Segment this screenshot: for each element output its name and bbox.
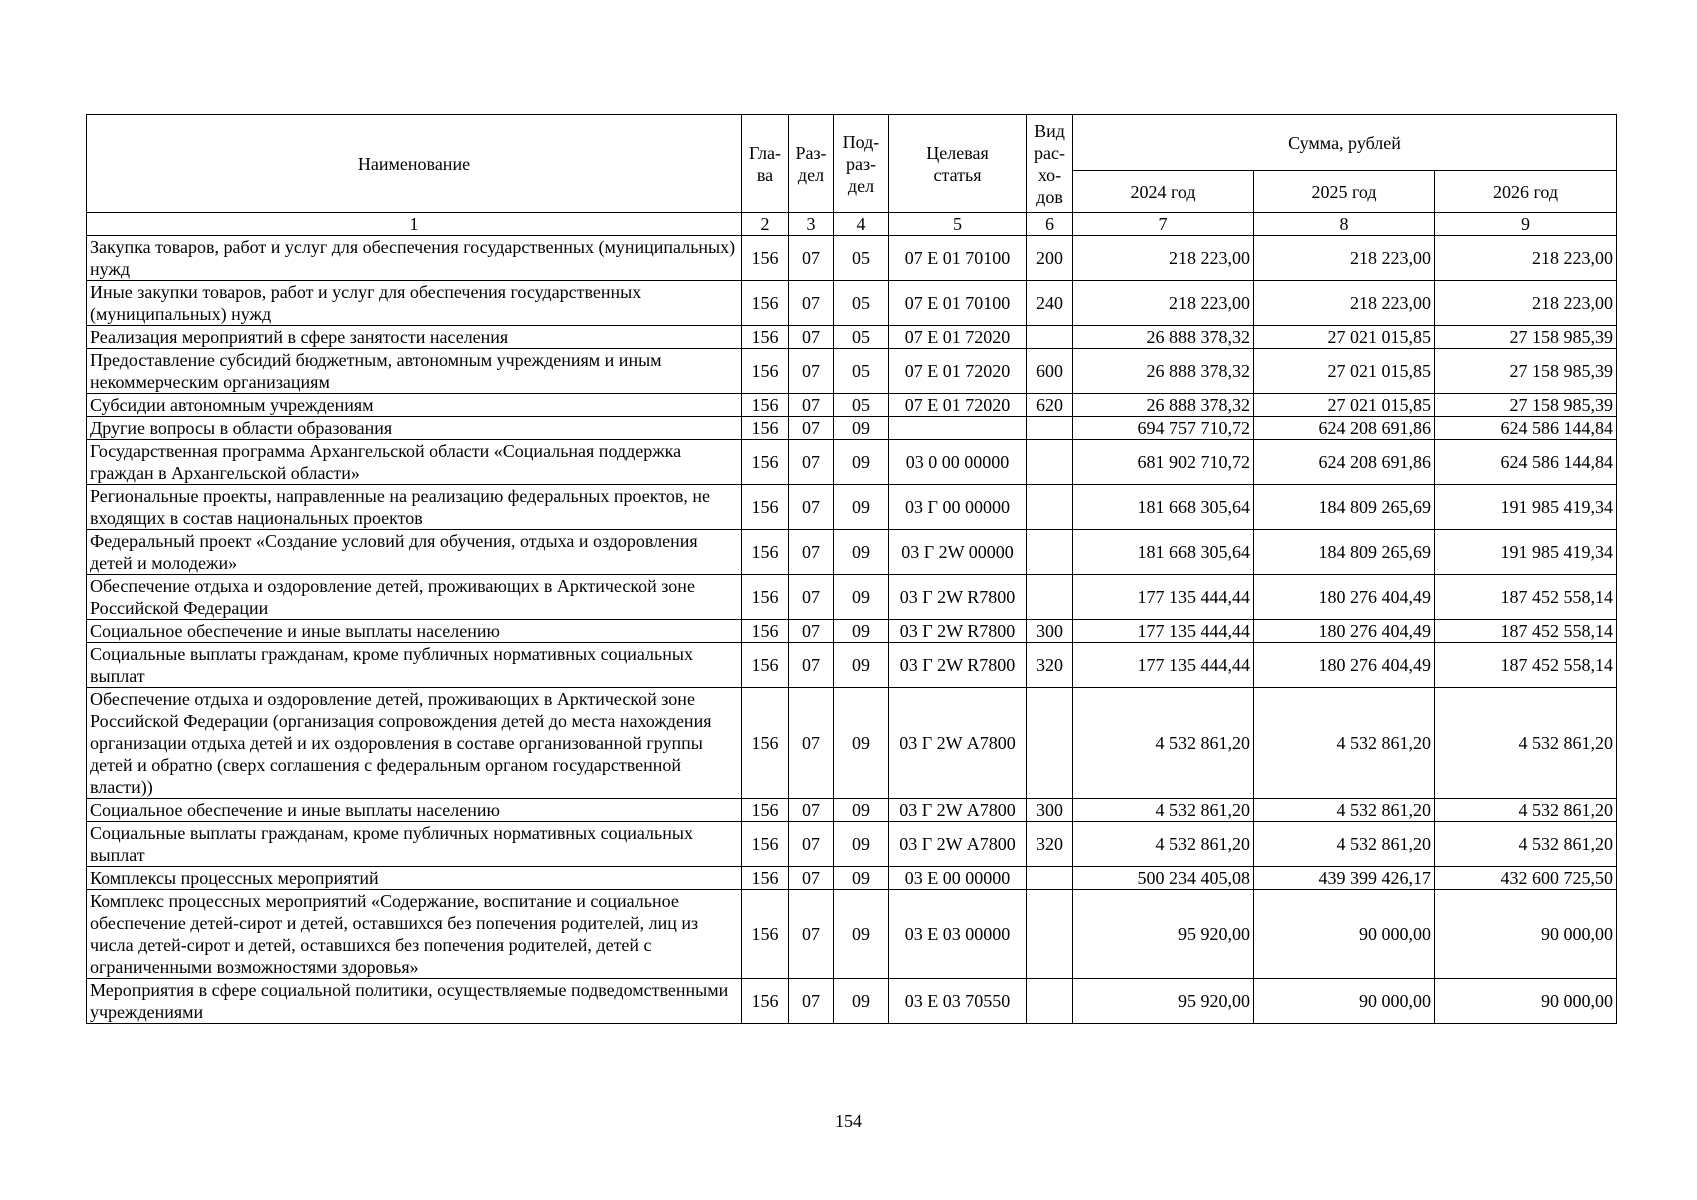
header-section: Раз- дел: [789, 115, 834, 213]
row-section: 07: [789, 236, 834, 281]
row-amount-2024: 500 234 405,08: [1073, 867, 1254, 890]
row-target-article: [889, 417, 1027, 440]
column-number: 4: [834, 213, 889, 236]
row-amount-2024: 177 135 444,44: [1073, 643, 1254, 688]
row-amount-2026: 624 586 144,84: [1435, 417, 1617, 440]
row-amount-2025: 218 223,00: [1254, 236, 1435, 281]
row-amount-2026: 432 600 725,50: [1435, 867, 1617, 890]
column-number: 2: [742, 213, 789, 236]
row-subsection: 09: [834, 643, 889, 688]
row-amount-2025: 90 000,00: [1254, 979, 1435, 1024]
row-chapter: 156: [742, 394, 789, 417]
row-amount-2026: 27 158 985,39: [1435, 326, 1617, 349]
row-target-article: 03 Е 03 00000: [889, 890, 1027, 979]
row-amount-2025: 4 532 861,20: [1254, 799, 1435, 822]
table-row: [87, 281, 1617, 326]
row-target-article: 07 Е 01 72020: [889, 349, 1027, 394]
row-chapter: 156: [742, 620, 789, 643]
header-year-2025: 2025 год: [1254, 171, 1435, 213]
row-target-article: 03 Г 00 00000: [889, 485, 1027, 530]
row-amount-2024: 4 532 861,20: [1073, 799, 1254, 822]
row-amount-2024: 177 135 444,44: [1073, 620, 1254, 643]
row-expense-type: 320: [1027, 643, 1073, 688]
row-amount-2025: 184 809 265,69: [1254, 485, 1435, 530]
row-subsection: 09: [834, 530, 889, 575]
row-target-article: 03 Е 00 00000: [889, 867, 1027, 890]
row-name: Реализация мероприятий в сфере занятости населения: [87, 326, 742, 349]
row-amount-2026: 4 532 861,20: [1435, 799, 1617, 822]
row-amount-2025: 27 021 015,85: [1254, 394, 1435, 417]
row-amount-2026: 4 532 861,20: [1435, 822, 1617, 867]
header-expense-type: Вид рас- хо- дов: [1027, 115, 1073, 213]
row-section: 07: [789, 326, 834, 349]
row-amount-2024: 181 668 305,64: [1073, 485, 1254, 530]
row-chapter: 156: [742, 867, 789, 890]
row-chapter: 156: [742, 799, 789, 822]
row-expense-type: 320: [1027, 822, 1073, 867]
row-subsection: 05: [834, 349, 889, 394]
table-row: [87, 326, 1617, 349]
row-expense-type: [1027, 979, 1073, 1024]
table-row: [87, 620, 1617, 643]
row-amount-2024: 218 223,00: [1073, 236, 1254, 281]
row-amount-2025: 439 399 426,17: [1254, 867, 1435, 890]
row-section: 07: [789, 530, 834, 575]
row-name: Закупка товаров, работ и услуг для обеспечения государственных (муниципальных) нужд: [87, 236, 742, 281]
row-amount-2024: 681 902 710,72: [1073, 440, 1254, 485]
row-chapter: 156: [742, 236, 789, 281]
row-amount-2026: 90 000,00: [1435, 890, 1617, 979]
table-row: [87, 394, 1617, 417]
row-amount-2024: 694 757 710,72: [1073, 417, 1254, 440]
table-row: [87, 485, 1617, 530]
row-name: Государственная программа Архангельской области «Социальная поддержка граждан в Архангельской области»: [87, 440, 742, 485]
row-subsection: 05: [834, 236, 889, 281]
row-amount-2025: 90 000,00: [1254, 890, 1435, 979]
row-expense-type: [1027, 530, 1073, 575]
row-section: 07: [789, 620, 834, 643]
row-amount-2026: 27 158 985,39: [1435, 394, 1617, 417]
row-section: 07: [789, 979, 834, 1024]
table-row: [87, 979, 1617, 1024]
table-row: [87, 575, 1617, 620]
column-number: 6: [1027, 213, 1073, 236]
page-number: 154: [835, 1111, 862, 1131]
table-row: [87, 440, 1617, 485]
row-amount-2024: 26 888 378,32: [1073, 394, 1254, 417]
header-subsection: Под- раз- дел: [834, 115, 889, 213]
row-amount-2025: 184 809 265,69: [1254, 530, 1435, 575]
row-section: 07: [789, 799, 834, 822]
column-number: 8: [1254, 213, 1435, 236]
row-chapter: 156: [742, 326, 789, 349]
table-row: [87, 799, 1617, 822]
row-name: Комплексы процессных мероприятий: [87, 867, 742, 890]
row-amount-2024: 95 920,00: [1073, 979, 1254, 1024]
row-target-article: 03 Г 2W 00000: [889, 530, 1027, 575]
row-expense-type: [1027, 688, 1073, 799]
row-amount-2026: 218 223,00: [1435, 281, 1617, 326]
row-expense-type: 300: [1027, 799, 1073, 822]
row-chapter: 156: [742, 890, 789, 979]
table-row: [87, 822, 1617, 867]
row-chapter: 156: [742, 349, 789, 394]
row-chapter: 156: [742, 530, 789, 575]
row-amount-2025: 4 532 861,20: [1254, 822, 1435, 867]
row-target-article: 07 Е 01 70100: [889, 236, 1027, 281]
row-chapter: 156: [742, 485, 789, 530]
column-numbers-row: [87, 213, 1617, 236]
row-expense-type: [1027, 440, 1073, 485]
row-subsection: 09: [834, 417, 889, 440]
row-subsection: 09: [834, 979, 889, 1024]
row-chapter: 156: [742, 979, 789, 1024]
row-target-article: 03 Г 2W R7800: [889, 620, 1027, 643]
row-name: Социальное обеспечение и иные выплаты населению: [87, 620, 742, 643]
row-name: Обеспечение отдыха и оздоровление детей, проживающих в Арктической зоне Российской Федерации (организация сопровождения детей до места нахождения организации отдыха детей и их оздоровления в составе организованной группы детей и обратно (сверх соглашения с федеральным органом государственной власти)): [87, 688, 742, 799]
row-amount-2026: 187 452 558,14: [1435, 643, 1617, 688]
row-amount-2024: 181 668 305,64: [1073, 530, 1254, 575]
header-chapter: Гла- ва: [742, 115, 789, 213]
row-target-article: 03 Г 2W А7800: [889, 822, 1027, 867]
row-amount-2026: 218 223,00: [1435, 236, 1617, 281]
row-amount-2026: 90 000,00: [1435, 979, 1617, 1024]
row-target-article: 03 Г 2W А7800: [889, 688, 1027, 799]
row-section: 07: [789, 394, 834, 417]
row-section: 07: [789, 822, 834, 867]
row-amount-2025: 4 532 861,20: [1254, 688, 1435, 799]
table-row: [87, 236, 1617, 281]
column-number: 5: [889, 213, 1027, 236]
row-expense-type: 200: [1027, 236, 1073, 281]
row-name: Федеральный проект «Создание условий для обучения, отдыха и оздоровления детей и молодежи»: [87, 530, 742, 575]
row-section: 07: [789, 440, 834, 485]
row-name: Предоставление субсидий бюджетным, автономным учреждениям и иным некоммерческим организациям: [87, 349, 742, 394]
row-chapter: 156: [742, 688, 789, 799]
row-subsection: 05: [834, 394, 889, 417]
row-amount-2025: 27 021 015,85: [1254, 326, 1435, 349]
row-section: 07: [789, 867, 834, 890]
row-section: 07: [789, 281, 834, 326]
row-subsection: 09: [834, 688, 889, 799]
column-number: 1: [87, 213, 742, 236]
row-expense-type: 600: [1027, 349, 1073, 394]
table-row: [87, 688, 1617, 799]
row-section: 07: [789, 643, 834, 688]
header-year-2024: 2024 год: [1073, 171, 1254, 213]
row-chapter: 156: [742, 281, 789, 326]
row-amount-2026: 191 985 419,34: [1435, 485, 1617, 530]
column-number: 3: [789, 213, 834, 236]
row-target-article: 03 Г 2W R7800: [889, 643, 1027, 688]
row-subsection: 09: [834, 485, 889, 530]
row-amount-2025: 218 223,00: [1254, 281, 1435, 326]
row-subsection: 09: [834, 890, 889, 979]
row-target-article: 07 Е 01 70100: [889, 281, 1027, 326]
header-sum: Сумма, рублей: [1073, 115, 1617, 171]
row-expense-type: [1027, 326, 1073, 349]
row-expense-type: [1027, 485, 1073, 530]
row-amount-2026: 191 985 419,34: [1435, 530, 1617, 575]
row-name: Социальные выплаты гражданам, кроме публичных нормативных социальных выплат: [87, 643, 742, 688]
row-amount-2025: 180 276 404,49: [1254, 575, 1435, 620]
row-subsection: 09: [834, 440, 889, 485]
row-section: 07: [789, 417, 834, 440]
row-target-article: 03 Г 2W А7800: [889, 799, 1027, 822]
row-name: Субсидии автономным учреждениям: [87, 394, 742, 417]
row-name: Мероприятия в сфере социальной политики, осуществляемые подведомственными учреждениями: [87, 979, 742, 1024]
column-number: 9: [1435, 213, 1617, 236]
table-row: [87, 890, 1617, 979]
row-expense-type: 240: [1027, 281, 1073, 326]
row-amount-2024: 4 532 861,20: [1073, 822, 1254, 867]
row-amount-2026: 187 452 558,14: [1435, 620, 1617, 643]
row-chapter: 156: [742, 822, 789, 867]
row-subsection: 05: [834, 326, 889, 349]
header-name: Наименование: [87, 115, 742, 213]
row-name: Социальное обеспечение и иные выплаты населению: [87, 799, 742, 822]
table-row: [87, 530, 1617, 575]
row-name: Обеспечение отдыха и оздоровление детей, проживающих в Арктической зоне Российской Федерации: [87, 575, 742, 620]
row-subsection: 09: [834, 822, 889, 867]
header-target: Целевая статья: [889, 115, 1027, 213]
row-target-article: 07 Е 01 72020: [889, 326, 1027, 349]
row-subsection: 09: [834, 867, 889, 890]
row-amount-2024: 4 532 861,20: [1073, 688, 1254, 799]
column-number: 7: [1073, 213, 1254, 236]
row-expense-type: [1027, 575, 1073, 620]
row-amount-2025: 27 021 015,85: [1254, 349, 1435, 394]
row-chapter: 156: [742, 417, 789, 440]
row-target-article: 03 Е 03 70550: [889, 979, 1027, 1024]
table-row: [87, 867, 1617, 890]
row-chapter: 156: [742, 643, 789, 688]
row-amount-2024: 26 888 378,32: [1073, 326, 1254, 349]
row-amount-2024: 218 223,00: [1073, 281, 1254, 326]
row-section: 07: [789, 575, 834, 620]
row-amount-2025: 180 276 404,49: [1254, 643, 1435, 688]
row-expense-type: 620: [1027, 394, 1073, 417]
row-amount-2026: 187 452 558,14: [1435, 575, 1617, 620]
row-amount-2024: 26 888 378,32: [1073, 349, 1254, 394]
table-row: [87, 643, 1617, 688]
header-year-2026: 2026 год: [1435, 171, 1617, 213]
row-subsection: 09: [834, 575, 889, 620]
row-amount-2026: 4 532 861,20: [1435, 688, 1617, 799]
row-amount-2025: 624 208 691,86: [1254, 440, 1435, 485]
row-chapter: 156: [742, 440, 789, 485]
row-amount-2025: 180 276 404,49: [1254, 620, 1435, 643]
row-expense-type: 300: [1027, 620, 1073, 643]
row-amount-2025: 624 208 691,86: [1254, 417, 1435, 440]
row-name: Другие вопросы в области образования: [87, 417, 742, 440]
row-name: Комплекс процессных мероприятий «Содержание, воспитание и социальное обеспечение детей-сирот и детей, оставшихся без попечения родителей, лиц из числа детей-сирот и детей, оставшихся без попечения родителей, детей с ограниченными возможностями здоровья»: [87, 890, 742, 979]
table-row: [87, 417, 1617, 440]
row-name: Иные закупки товаров, работ и услуг для обеспечения государственных (муниципальных) нужд: [87, 281, 742, 326]
table-row: [87, 349, 1617, 394]
row-chapter: 156: [742, 575, 789, 620]
row-expense-type: [1027, 890, 1073, 979]
row-target-article: 03 Г 2W R7800: [889, 575, 1027, 620]
row-section: 07: [789, 485, 834, 530]
row-section: 07: [789, 890, 834, 979]
row-amount-2026: 27 158 985,39: [1435, 349, 1617, 394]
row-section: 07: [789, 349, 834, 394]
row-expense-type: [1027, 417, 1073, 440]
row-target-article: 07 Е 01 72020: [889, 394, 1027, 417]
row-name: Социальные выплаты гражданам, кроме публичных нормативных социальных выплат: [87, 822, 742, 867]
budget-table: [86, 114, 1617, 1024]
row-subsection: 05: [834, 281, 889, 326]
row-subsection: 09: [834, 799, 889, 822]
row-target-article: 03 0 00 00000: [889, 440, 1027, 485]
row-section: 07: [789, 688, 834, 799]
row-name: Региональные проекты, направленные на реализацию федеральных проектов, не входящих в состав национальных проектов: [87, 485, 742, 530]
row-amount-2024: 95 920,00: [1073, 890, 1254, 979]
row-subsection: 09: [834, 620, 889, 643]
row-amount-2024: 177 135 444,44: [1073, 575, 1254, 620]
row-expense-type: [1027, 867, 1073, 890]
row-amount-2026: 624 586 144,84: [1435, 440, 1617, 485]
